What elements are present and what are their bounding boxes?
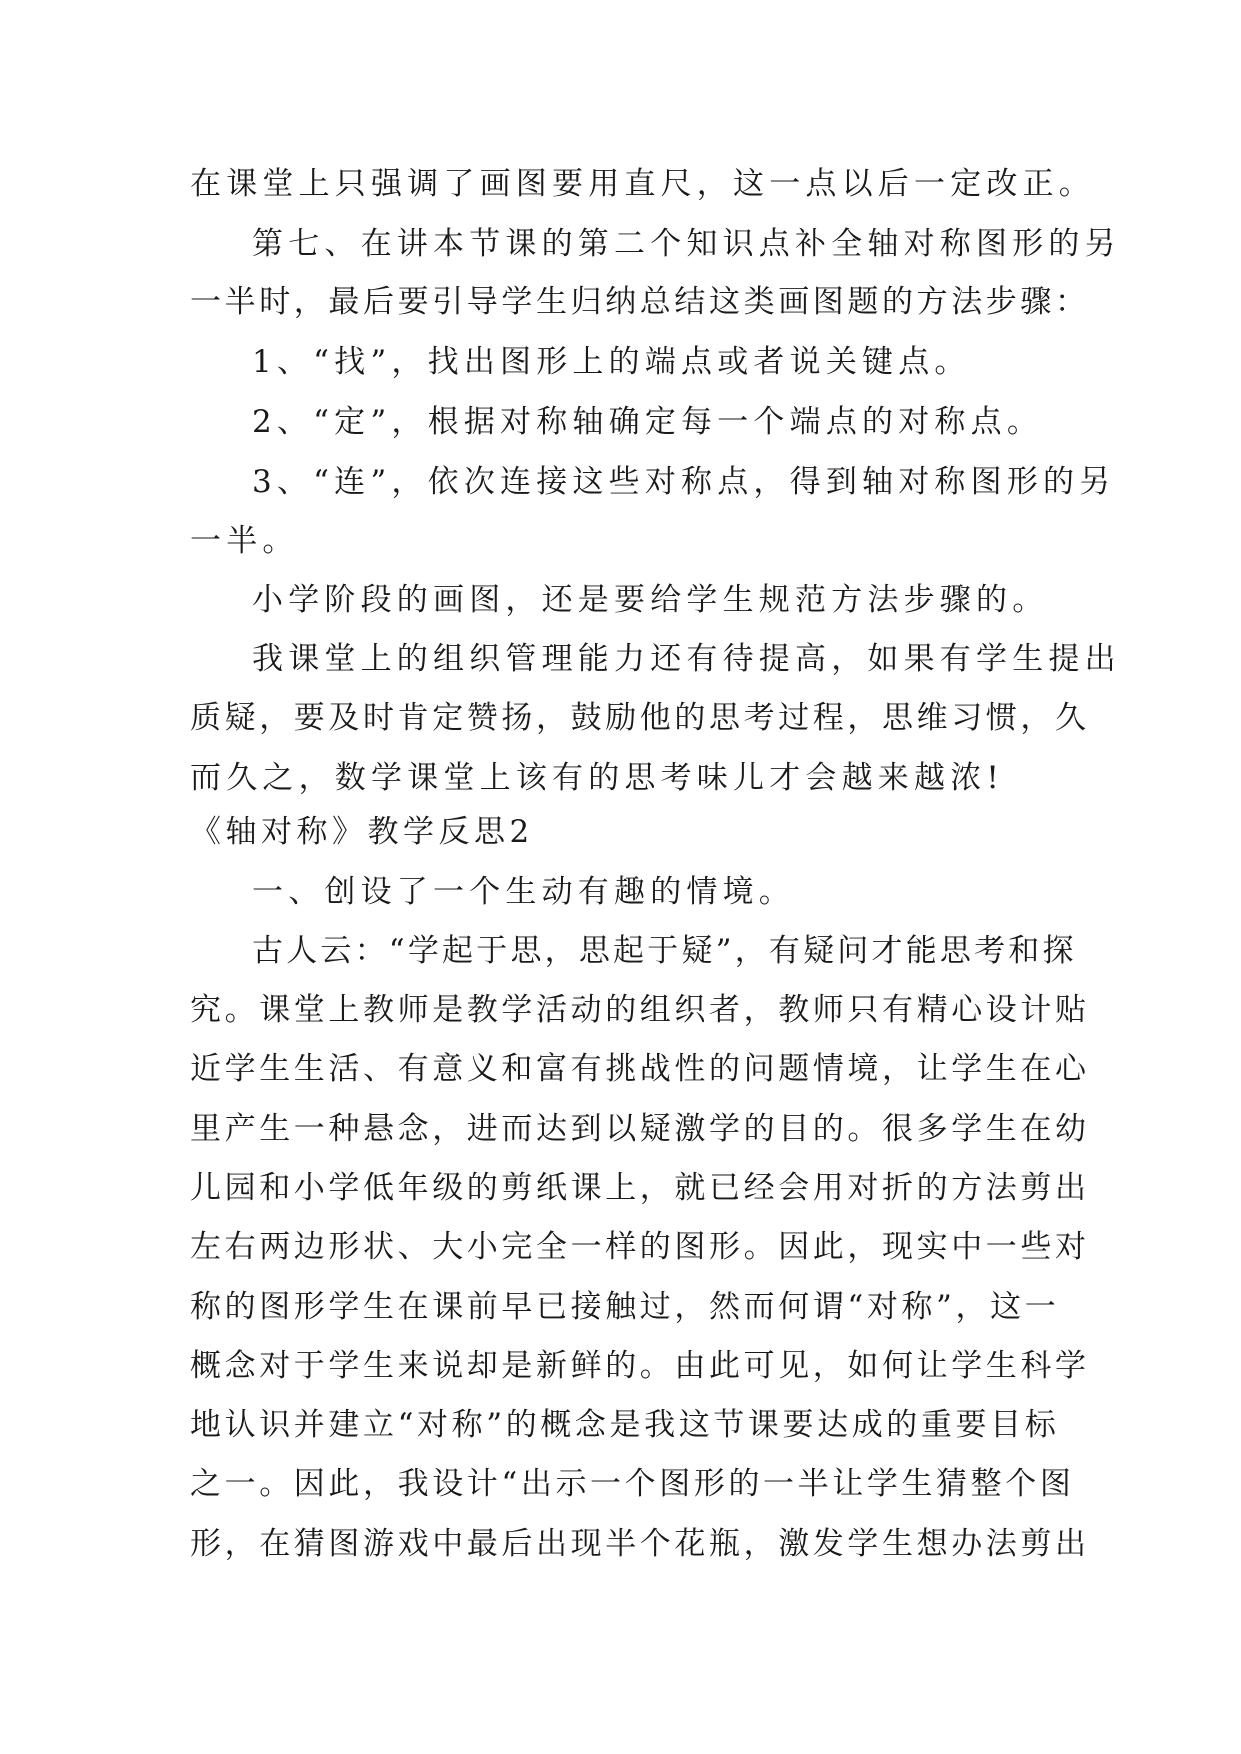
- text-line: 一半时，最后要引导学生归纳总结这类画图题的方法步骤：: [190, 284, 1090, 320]
- text-line: 概念对于学生来说却是新鲜的。由此可见，如何让学生科学: [190, 1348, 1090, 1384]
- text-line: 形，在猜图游戏中最后出现半个花瓶，激发学生想办法剪出: [190, 1526, 1090, 1562]
- paragraph-first-line: 古人云：“学起于思，思起于疑”，有疑问才能思考和探: [252, 933, 1077, 969]
- text-line: 究。课堂上教师是教学活动的组织者，教师只有精心设计贴: [190, 992, 1090, 1028]
- text-line: 而久之，数学课堂上该有的思考味儿才会越来越浓!: [190, 760, 1005, 796]
- section-heading: 《轴对称》教学反思2: [190, 814, 534, 850]
- text-line: 里产生一种悬念，进而达到以疑激学的目的。很多学生在幼: [190, 1111, 1090, 1147]
- text-line: 一半。: [190, 523, 299, 559]
- text-line: 质疑，要及时肯定赞扬，鼓励他的思考过程，思维习惯，久: [190, 700, 1090, 736]
- text-line: 地认识并建立“对称”的概念是我这节课要达成的重要目标: [190, 1407, 1060, 1443]
- list-item: 1、“找”，找出图形上的端点或者说关键点。: [252, 344, 971, 380]
- text-line: 称的图形学生在课前早已接触过，然而何谓“对称”，这一: [190, 1289, 1060, 1325]
- list-item: 3、“连”，依次连接这些对称点，得到轴对称图形的另: [252, 464, 1116, 500]
- list-item: 2、“定”，根据对称轴确定每一个端点的对称点。: [252, 404, 1044, 440]
- text-line: 在课堂上只强调了画图要用直尺，这一点以后一定改正。: [190, 166, 1095, 202]
- text-line: 左右两边形状、大小完全一样的图形。因此，现实中一些对: [190, 1229, 1090, 1265]
- subheading: 一、创设了一个生动有趣的情境。: [252, 874, 795, 910]
- text-line: 近学生生活、有意义和富有挑战性的问题情境，让学生在心: [190, 1051, 1090, 1087]
- text-line: 之一。因此，我设计“出示一个图形的一半让学生猜整个图: [190, 1466, 1075, 1502]
- text-line: 儿园和小学低年级的剪纸课上，就已经会用对折的方法剪出: [190, 1170, 1090, 1206]
- paragraph-first-line: 小学阶段的画图，还是要给学生规范方法步骤的。: [252, 582, 1049, 618]
- paragraph-first-line: 第七、在讲本节课的第二个知识点补全轴对称图形的另: [252, 226, 1121, 262]
- paragraph-first-line: 我课堂上的组织管理能力还有待提高，如果有学生提出: [252, 641, 1121, 677]
